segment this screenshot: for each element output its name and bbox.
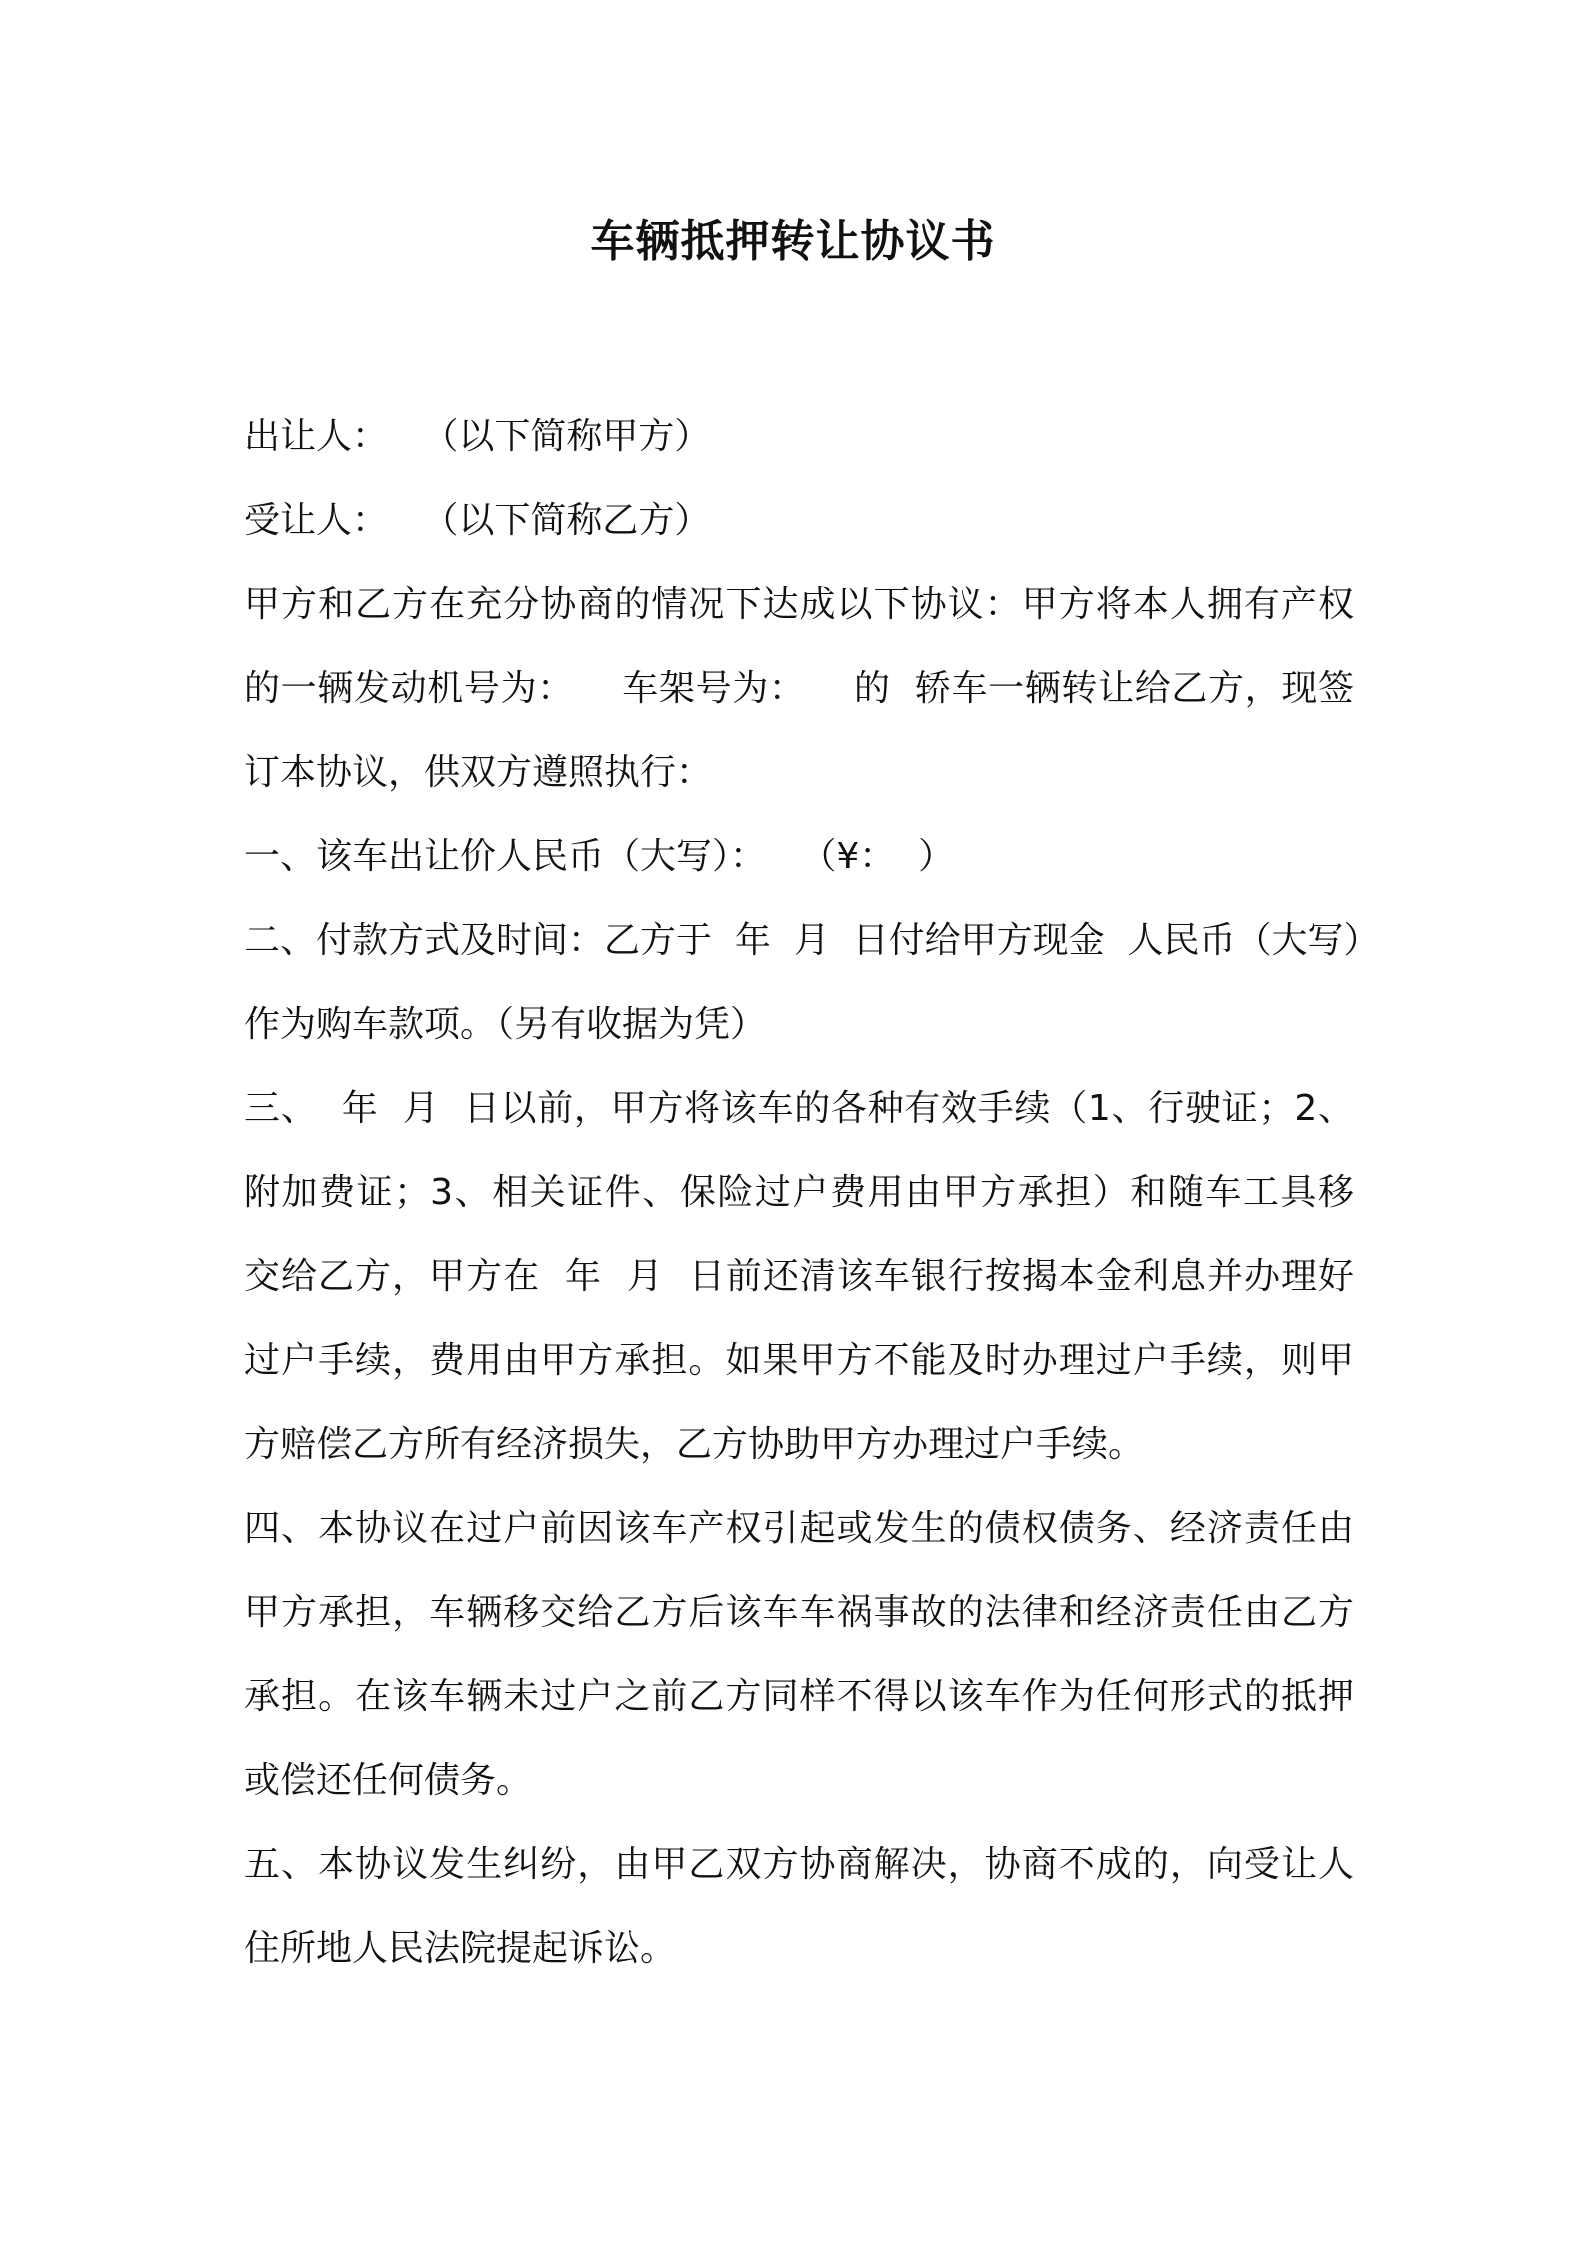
- intro-line-2: 的一辆发动机号为： 车架号为： 的 轿车一辆转让给乙方，现签: [244, 668, 1354, 709]
- clause-3-line-4: 过户手续，费用由甲方承担。如果甲方不能及时办理过户手续，则甲: [244, 1340, 1354, 1381]
- clause-4-line-3: 承担。在该车辆未过户之前乙方同样不得以该车作为任何形式的抵押: [244, 1676, 1354, 1717]
- clause-1-line: 一、该车出让价人民币（大写）： （¥： ）: [244, 836, 955, 877]
- transferor-line: 出让人： （以下简称甲方）: [244, 416, 711, 457]
- document-title: 车辆抵押转让协议书: [590, 216, 996, 267]
- clause-3-line-1: 三、 年 月 日以前，甲方将该车的各种有效手续（1、行驶证；2、: [244, 1088, 1354, 1129]
- clause-3-line-2: 附加费证；3、相关证件、保险过户费用由甲方承担）和随车工具移: [244, 1172, 1354, 1213]
- document-body: [244, 395, 1380, 1991]
- intro-line-3: 订本协议，供双方遵照执行：: [244, 752, 713, 793]
- intro-line-1: 甲方和乙方在充分协商的情况下达成以下协议：甲方将本人拥有产权: [244, 584, 1354, 625]
- clause-2-line-2: 作为购车款项。（另有收据为凭）: [244, 1004, 767, 1045]
- clause-5-line-2: 住所地人民法院提起诉讼。: [244, 1928, 677, 1969]
- clause-4-line-1: 四、本协议在过户前因该车产权引起或发生的债权债务、经济责任由: [244, 1508, 1354, 1549]
- clause-3-line-5: 方赔偿乙方所有经济损失，乙方协助甲方办理过户手续。: [244, 1424, 1145, 1465]
- clause-3-line-3: 交给乙方，甲方在 年 月 日前还清该车银行按揭本金利息并办理好: [244, 1256, 1354, 1297]
- clause-4-line-2: 甲方承担，车辆移交给乙方后该车车祸事故的法律和经济责任由乙方: [244, 1592, 1354, 1633]
- clause-4-line-4: 或偿还任何债务。: [244, 1760, 533, 1801]
- clause-2-line-1: 二、付款方式及时间：乙方于 年 月 日付给甲方现金 人民币（大写）: [244, 920, 1380, 961]
- clause-5-line-1: 五、本协议发生纠纷，由甲乙双方协商解决，协商不成的，向受让人: [244, 1844, 1354, 1885]
- transferee-line: 受让人： （以下简称乙方）: [244, 500, 711, 541]
